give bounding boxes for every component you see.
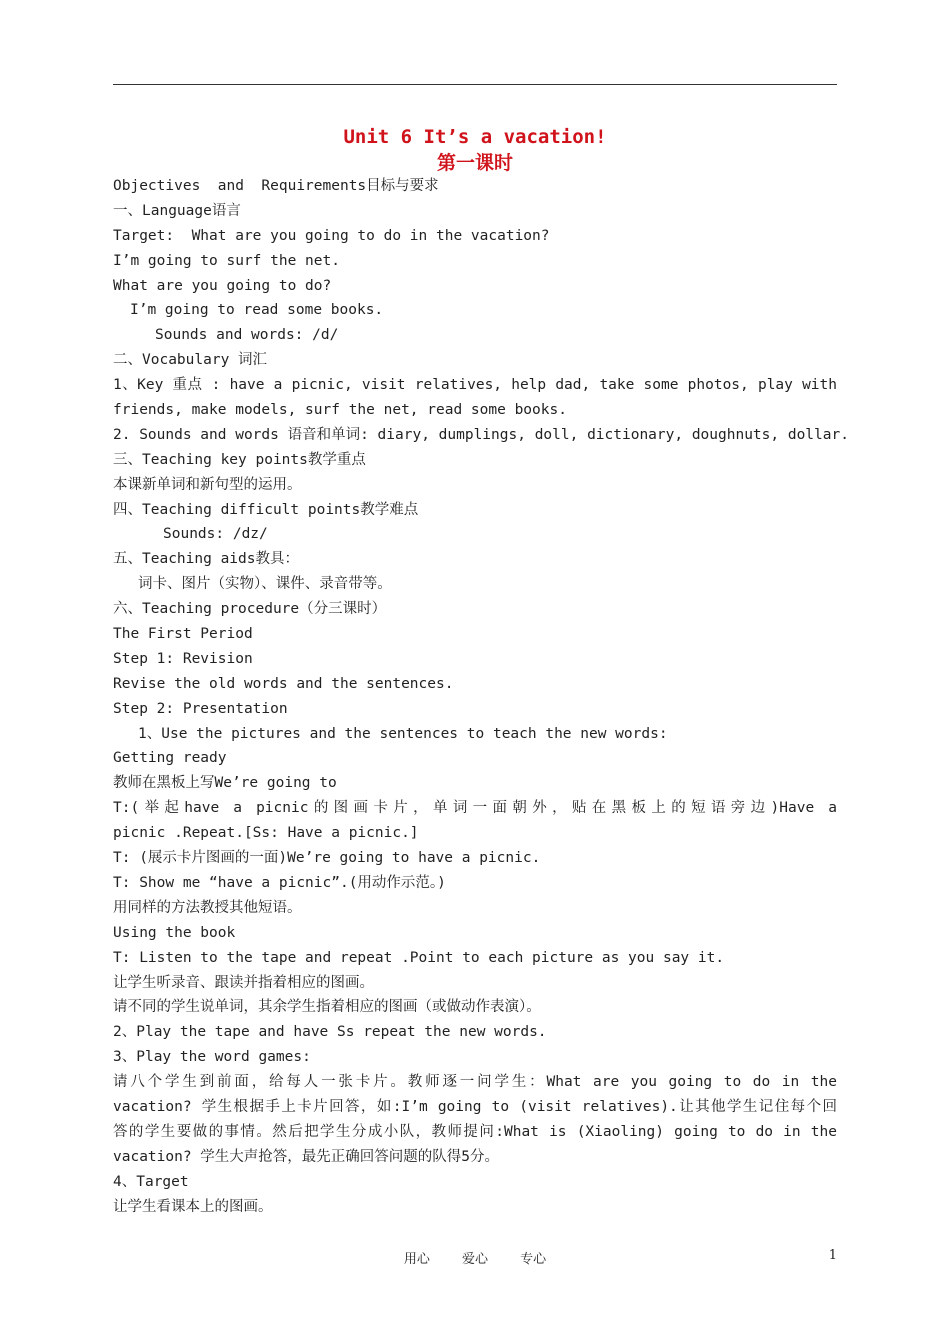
page-number: 1	[828, 1248, 837, 1263]
text-line: 2. Sounds and words 语音和单词: diary, dumplings, doll, dictionary, doughnuts, dollar.	[113, 426, 849, 443]
text-line: 1、Key 重点 : have a picnic, visit relatives, help dad, take some photos, play with	[113, 377, 837, 394]
text-line: friends, make models, surf the net, read some books.	[113, 402, 567, 419]
text-line: T: Listen to the tape and repeat .Point to each picture as you say it.	[113, 949, 725, 966]
text-line: 请不同的学生说单词，其余学生指着相应的图画（或做动作表演）。	[113, 999, 541, 1016]
footer-motto	[0, 1248, 950, 1267]
text-line: 本课新单词和新句型的运用。	[113, 476, 302, 493]
text-line: T:(举起have a picnic的图画卡片，单词一面朝外，贴在黑板上的短语旁边)Have a	[113, 800, 837, 817]
text-line: 4、Target	[113, 1173, 189, 1190]
text-line: 1、Use the pictures and the sentences to teach the new words:	[138, 725, 668, 742]
section-heading: 四、Teaching difficult points教学难点	[113, 501, 419, 518]
text-line: vacation? 学生根据手上卡片回答，如:I’m going to (visit relatives).让其他学生记住每个回	[113, 1098, 837, 1115]
footer-middle-text: 爱心	[461, 1252, 488, 1267]
text-line: 答的学生要做的事情。然后把学生分成小队，教师提问:What is (Xiaoling) going to do in the	[113, 1123, 837, 1140]
document-subtitle: 第一课时	[436, 152, 513, 174]
footer-left-text: 用心	[403, 1252, 430, 1267]
document-body	[113, 174, 849, 1219]
section-heading: 三、Teaching key points教学重点	[113, 451, 366, 468]
text-line: T: Show me “have a picnic”.(用动作示范。)	[113, 874, 446, 891]
page-footer	[0, 1248, 950, 1268]
text-line: 教师在黑板上写We’re going to	[113, 775, 337, 792]
text-line: Revise the old words and the sentences.	[113, 675, 454, 692]
text-line: T: (展示卡片图画的一面)We’re going to have a picnic.	[113, 850, 541, 867]
section-heading: 五、Teaching aids教具：	[113, 551, 299, 568]
text-line: 2、Play the tape and have Ss repeat the new words.	[113, 1024, 547, 1041]
text-line: I’m going to surf the net.	[113, 252, 340, 269]
text-line: What are you going to do?	[113, 277, 332, 294]
text-line: Objectives and Requirements目标与要求	[113, 178, 439, 194]
text-line: 请八个学生到前面，给每人一张卡片。教师逐一问学生：What are you going to do in the	[113, 1074, 837, 1091]
text-line: Sounds and words: /d/	[155, 327, 339, 344]
header-rule	[113, 84, 837, 85]
footer-right-text: 专心	[520, 1252, 547, 1267]
text-line: Sounds: /dz/	[163, 526, 268, 543]
section-heading: 一、Language语言	[113, 202, 241, 219]
text-line: 让学生看课本上的图画。	[113, 1198, 273, 1215]
text-line: 用同样的方法教授其他短语。	[113, 899, 302, 916]
document-title: Unit 6 It’s a vacation!	[343, 126, 607, 148]
text-line: 让学生听录音、跟读并指着相应的图画。	[113, 974, 374, 991]
text-line: Using the book	[113, 924, 236, 941]
text-line: Target: What are you going to do in the vacation?	[113, 227, 550, 244]
section-heading: 六、Teaching procedure（分三课时）	[113, 601, 387, 618]
text-line: vacation? 学生大声抢答，最先正确回答问题的队得5分。	[113, 1148, 500, 1165]
text-line: Getting ready	[113, 750, 227, 767]
text-line: Step 1: Revision	[113, 650, 253, 667]
text-line: The First Period	[113, 626, 253, 643]
text-line: 3、Play the word games:	[113, 1049, 311, 1066]
text-line: 词卡、图片（实物）、课件、录音带等。	[138, 576, 392, 593]
text-line: I’m going to read some books.	[130, 302, 384, 319]
text-line: Step 2: Presentation	[113, 700, 288, 717]
section-heading: 二、Vocabulary 词汇	[113, 352, 268, 369]
text-line: picnic .Repeat.[Ss: Have a picnic.]	[113, 825, 419, 842]
